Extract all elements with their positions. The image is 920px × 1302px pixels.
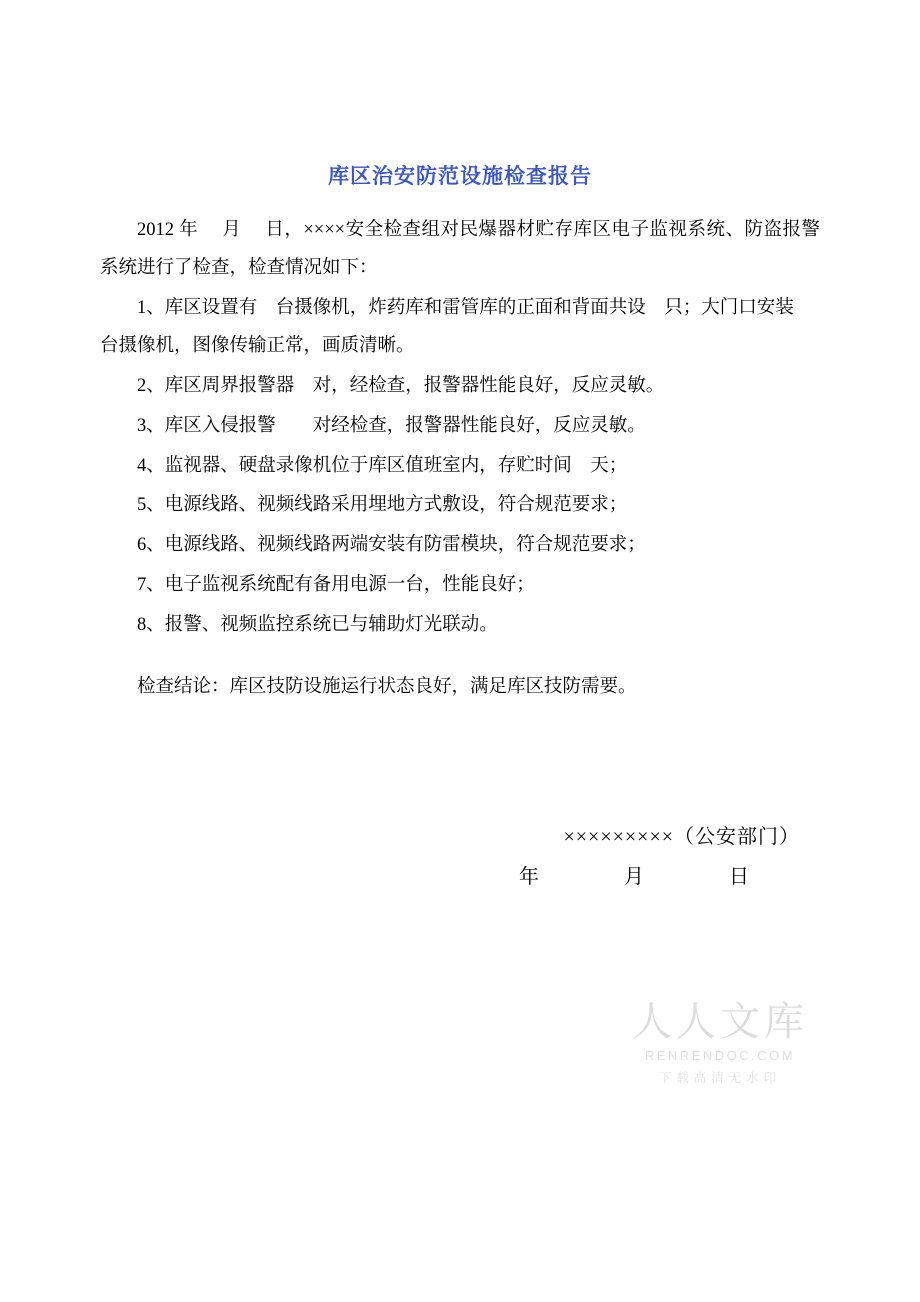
signature-organization: ×××××××××（公安部门） [563,826,800,849]
page-title: 库区治安防范设施检查报告 [328,165,592,188]
signature-date-line: 年 月 日 [519,866,750,889]
checklist-item-3: 3、库区入侵报警 对经检查，报警器性能良好，反应灵敏。 [137,415,646,436]
watermark [620,1000,820,1086]
checklist-item-4: 4、监视器、硬盘录像机位于库区值班室内，存贮时间 天； [137,455,628,476]
checklist-item-7: 7、电子监视系统配有备用电源一台，性能良好； [137,575,535,596]
checklist-item-5: 5、电源线路、视频线路采用埋地方式敷设，符合规范要求； [137,495,628,516]
document-body [100,0,820,897]
conclusion-paragraph: 检查结论：库区技防设施运行状态良好，满足库区技防需要。 [137,677,637,698]
watermark-sub-text: RENRENDOC.COM [644,1048,796,1063]
watermark-main-text: 人人文库 [632,999,808,1044]
watermark-tagline: 下载高清无水印 [658,1071,782,1085]
signature-block [100,817,820,897]
intro-paragraph: 2012 年 月 日，××××安全检查组对民爆器材贮存库区电子监视系统、防盗报警系统进行了检查，检查情况如下： [100,220,820,278]
checklist-item-2: 2、库区周界报警器 对，经检查，报警器性能良好，反应灵敏。 [137,375,665,396]
checklist-item-8: 8、报警、视频监控系统已与辅助灯光联动。 [137,615,498,636]
checklist-item-6: 6、电源线路、视频线路两端安装有防雷模块，符合规范要求； [137,535,646,556]
checklist-item-1: 1、库区设置有 台摄像机，炸药库和雷管库的正面和背面共设 只；大门口安装 台摄像机，图像传输正常，画质清晰。 [100,297,813,356]
